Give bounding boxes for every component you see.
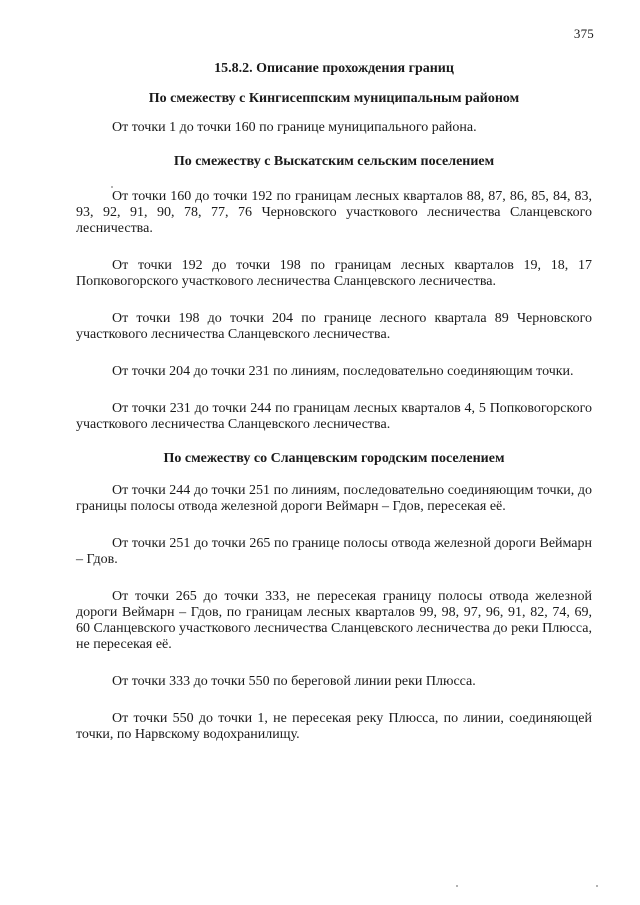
subsection-heading-kingisepp: По смежеству с Кингисеппским муниципальным районом bbox=[148, 91, 520, 106]
paragraph: От точки 1 до точки 160 по границе муниципального района. bbox=[112, 120, 477, 135]
subsection-heading-slantsy: По смежеству со Сланцевским городским поселением bbox=[163, 451, 505, 466]
page-content bbox=[76, 60, 592, 743]
paragraph: От точки 198 до точки 204 по границе лесного квартала 89 Черновского участкового лесничества Сланцевского лесничества. bbox=[76, 311, 592, 342]
paragraph: От точки 204 до точки 231 по линиям, последовательно соединяющим точки. bbox=[112, 364, 574, 379]
paragraph: От точки 333 до точки 550 по береговой линии реки Плюсса. bbox=[112, 674, 476, 689]
paragraph: От точки 192 до точки 198 по границам лесных кварталов 19, 18, 17 Попковогорского участкового лесничества Сланцевского лесничества. bbox=[76, 258, 592, 289]
scan-speck bbox=[111, 186, 113, 188]
paragraph: От точки 244 до точки 251 по линиям, последовательно соединяющим точки, до границы полосы отвода железной дороги Веймарн – Гдов, пересекая её. bbox=[76, 483, 592, 514]
scan-speck bbox=[596, 885, 598, 887]
paragraph: От точки 231 до точки 244 по границам лесных кварталов 4, 5 Попковогорского участкового лесничества Сланцевского лесничества. bbox=[76, 401, 592, 432]
paragraph: От точки 160 до точки 192 по границам лесных кварталов 88, 87, 86, 85, 84, 83, 93, 92, 91, 90, 78, 77, 76 Черновского участкового лесничества Сланцевского лесничества. bbox=[76, 189, 592, 236]
page-number: 375 bbox=[573, 26, 594, 41]
paragraph: От точки 251 до точки 265 по границе полосы отвода железной дороги Веймарн – Гдов. bbox=[76, 536, 592, 567]
paragraph: От точки 550 до точки 1, не пересекая реку Плюсса, по линии, соединяющей точки, по Нарвскому водохранилищу. bbox=[76, 711, 592, 742]
scan-speck bbox=[456, 885, 458, 887]
subsection-heading-vyskatka: По смежеству с Выскатским сельским поселением bbox=[173, 154, 495, 169]
paragraph: От точки 265 до точки 333, не пересекая границу полосы отвода железной дороги Веймарн – Гдов, по границам лесных кварталов 99, 98, 97, 96, 91, 82, 74, 69, 60 Сланцевского участкового лесничества Сланцевского лесничества до реки Плюсса, не пересекая её. bbox=[76, 589, 592, 652]
section-title: 15.8.2. Описание прохождения границ bbox=[214, 61, 454, 76]
